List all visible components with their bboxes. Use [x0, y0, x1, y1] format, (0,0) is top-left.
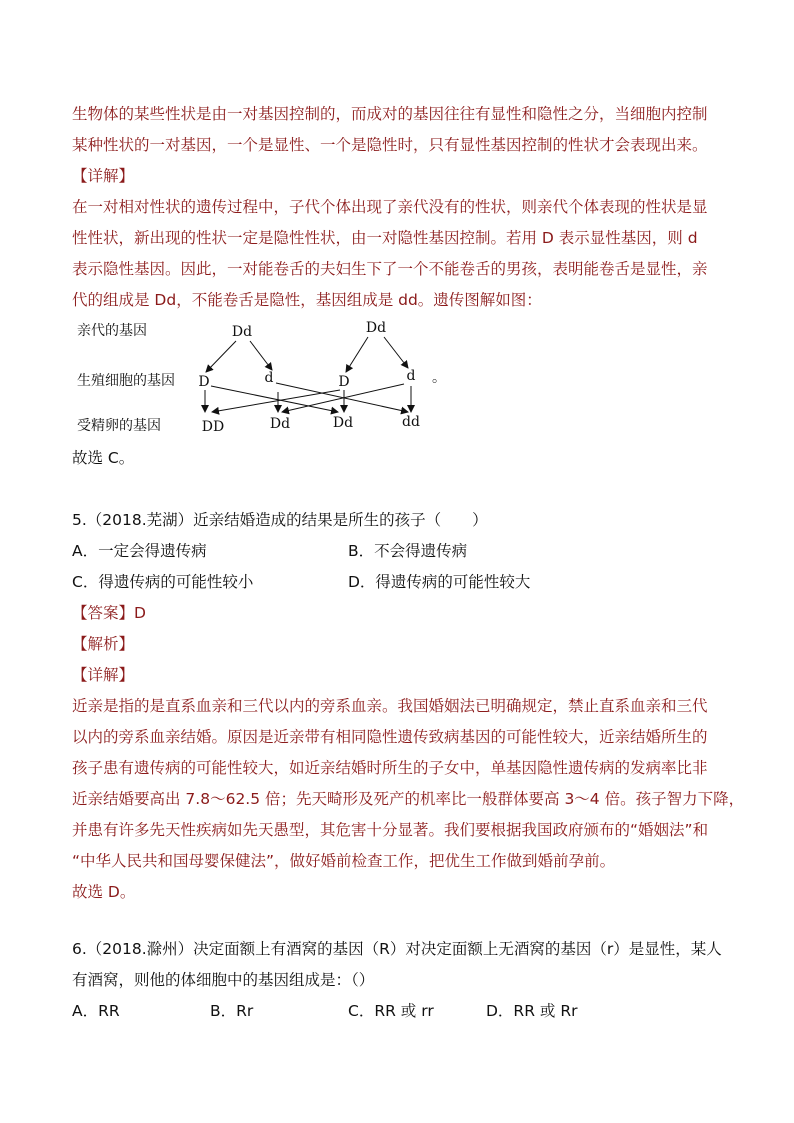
q5-option-c: C．得遗传病的可能性较小 — [72, 573, 254, 591]
question-5-stem: 5.（2018.芜湖）近亲结婚造成的结果是所生的孩子（ ） — [72, 511, 488, 529]
answer-line: 故选 C。 — [72, 449, 135, 467]
zygote-4: dd — [402, 414, 420, 430]
text-line: 代的组成是 Dd，不能卷舌是隐性，基因组成是 dd。遗传图解如图： — [72, 291, 542, 309]
text-line: 表示隐性基因。因此，一对能卷舌的夫妇生下了一个不能卷舌的男孩，表明能卷舌是显性，亲 — [72, 260, 708, 278]
text-line: “中华人民共和国母婴保健法”，做好婚前检查工作，把优生工作做到婚前孕前。 — [72, 852, 616, 870]
text-line: 性性状，新出现的性状一定是隐性性状，由一对隐性基因控制。若用 D 表示显性基因，则 d — [72, 229, 698, 247]
inheritance-diagram — [0, 0, 794, 440]
zygote-1: DD — [201, 419, 225, 435]
answer-tag: 【答案】 — [72, 604, 135, 622]
parent-arrows — [206, 337, 408, 372]
q6-option-b: B．Rr — [210, 1002, 254, 1020]
q5-option-b: B．不会得遗传病 — [348, 542, 468, 560]
text-line: 孩子患有遗传病的可能性较大，如近亲结婚时所生的子女中，单基因隐性遗传病的发病率比非 — [72, 759, 708, 777]
text-line: 近亲是指的是直系血亲和三代以内的旁系血亲。我国婚姻法已明确规定，禁止直系血亲和三代 — [72, 697, 708, 715]
zygote-3: Dd — [332, 415, 354, 431]
diagram-period: 。 — [432, 370, 446, 386]
q6-option-d: D．RR 或 Rr — [486, 1002, 578, 1020]
text-line: 某种性状的一对基因，一个是显性、一个是隐性时，只有显性基因控制的性状才会表现出来。 — [72, 136, 708, 154]
q5-option-d: D．得遗传病的可能性较大 — [348, 573, 531, 591]
gamete-arrows — [205, 383, 411, 412]
parent-genotype-2: Dd — [365, 320, 387, 336]
gamete-4: d — [406, 368, 416, 384]
final-answer: 故选 D。 — [72, 883, 136, 901]
row-label-parents: 亲代的基因 — [77, 323, 147, 339]
gamete-2: d — [264, 370, 274, 386]
text-line: 近亲结婚要高出 7.8～62.5 倍；先天畸形及死产的机率比一般群体要高 3～4 倍。孩子智力下降， — [72, 790, 745, 808]
zygote-2: Dd — [269, 416, 291, 432]
detail-tag: 【详解】 — [72, 666, 135, 684]
q6-option-a: A．RR — [72, 1002, 120, 1020]
q5-option-a: A．一定会得遗传病 — [72, 542, 207, 560]
q5-answer — [72, 601, 146, 623]
analysis-tag: 【解析】 — [72, 635, 135, 653]
gamete-3: D — [338, 374, 350, 390]
text-line: 以内的旁系血亲结婚。原因是近亲带有相同隐性遗传致病基因的可能性较大，近亲结婚所生的 — [72, 728, 708, 746]
text-line: 在一对相对性状的遗传过程中，子代个体出现了亲代没有的性状，则亲代个体表现的性状是显 — [72, 198, 708, 216]
question-6-stem: 6.（2018.滁州）决定面额上有酒窝的基因（R）对决定面额上无酒窝的基因（r）是显性，某人 — [72, 940, 722, 958]
question-6-stem: 有酒窝，则他的体细胞中的基因组成是：（） — [72, 971, 375, 989]
gamete-1: D — [198, 374, 210, 390]
text-line: 并患有许多先天性疾病如先天愚型，其危害十分显著。我们要根据我国政府颁布的“婚姻法”和 — [72, 821, 709, 839]
text-line: 生物体的某些性状是由一对基因控制的，而成对的基因往往有显性和隐性之分，当细胞内控制 — [72, 105, 708, 123]
detail-tag: 【详解】 — [72, 167, 135, 185]
row-label-gametes: 生殖细胞的基因 — [77, 373, 175, 389]
q6-option-c: C．RR 或 rr — [348, 1002, 434, 1020]
answer-value: D — [134, 604, 146, 622]
row-label-zygotes: 受精卵的基因 — [77, 418, 161, 434]
parent-genotype-1: Dd — [231, 324, 253, 340]
